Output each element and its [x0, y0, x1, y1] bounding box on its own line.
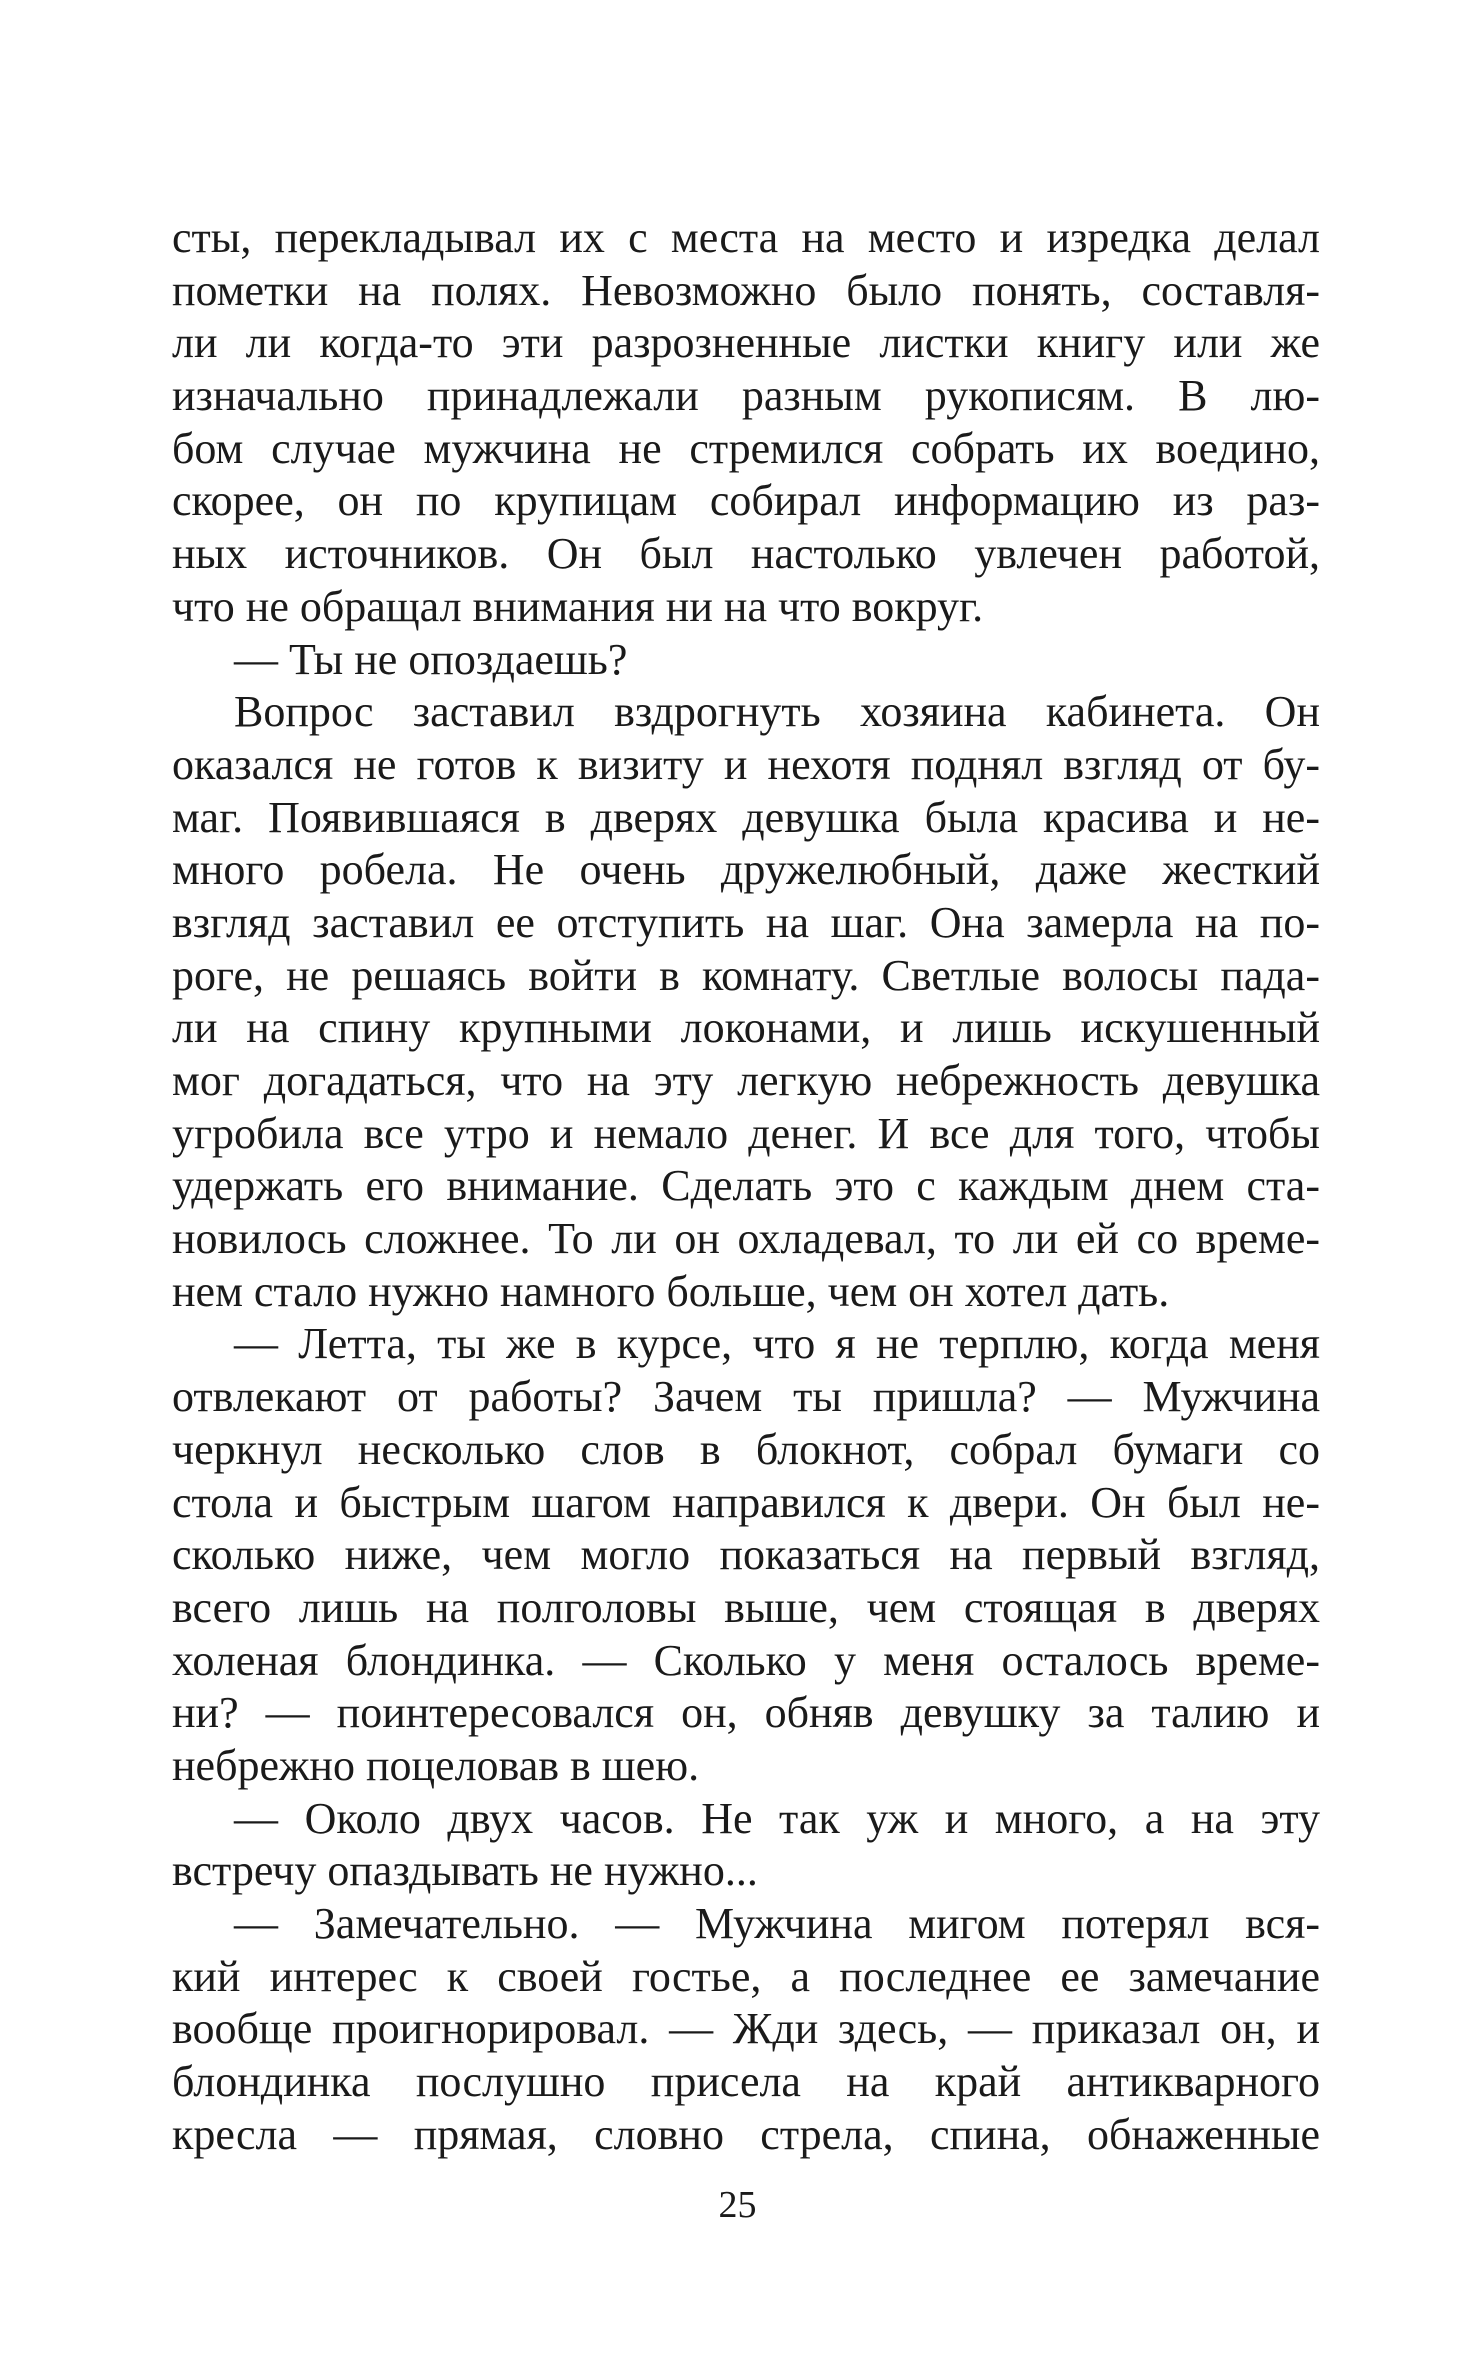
text-line: оказался не готов к визиту и нехотя поднял взгляд от бу-: [172, 739, 1320, 789]
text-line: ни? — поинтересовался он, обняв девушку за талию и: [172, 1688, 1320, 1738]
page-number: 25: [718, 2184, 757, 2226]
dialogue-line: — Летта, ты же в курсе, что я не терплю, когда меня: [234, 1319, 1320, 1369]
text-line: отвлекают от работы? Зачем ты пришла? — Мужчина: [172, 1372, 1320, 1422]
text-line: сколько ниже, чем могло показаться на первый взгляд,: [172, 1530, 1320, 1580]
text-line: кресла — прямая, словно стрела, спина, обнаженные: [172, 2109, 1320, 2159]
text-line: много робела. Не очень дружелюбный, даже жесткий: [172, 845, 1320, 895]
text-line: вообще проигнорировал. — Жди здесь, — приказал он, и: [172, 2004, 1320, 2054]
text-line: небрежно поцеловав в шею.: [172, 1740, 700, 1790]
text-line: бом случае мужчина не стремился собрать их воедино,: [172, 423, 1320, 473]
text-line: угробила все утро и немало денег. И все для того, чтобы: [172, 1108, 1320, 1158]
text-line: скорее, он по крупицам собирал информацию из раз-: [172, 476, 1320, 526]
text-line: маг. Появившаяся в дверях девушка была красива и не-: [172, 792, 1320, 842]
text-line: всего лишь на полголовы выше, чем стоящая в дверях: [172, 1582, 1320, 1632]
text-line: пометки на полях. Невозможно было понять, составля-: [172, 265, 1320, 315]
text-line: удержать его внимание. Сделать это с каждым днем ста-: [172, 1161, 1320, 1211]
text-line: взгляд заставил ее отступить на шаг. Она замерла на по-: [172, 897, 1320, 947]
body-text: [172, 212, 1320, 2161]
text-line: блондинка послушно присела на край антикварного: [172, 2057, 1320, 2107]
text-line: нем стало нужно намного больше, чем он хотел дать.: [172, 1266, 1170, 1316]
text-line: сты, перекладывал их с места на место и изредка делал: [172, 213, 1320, 262]
text-line: что не обращал внимания ни на что вокруг.: [172, 581, 984, 631]
text-line: ли ли когда-то эти разрозненные листки книгу или же: [172, 318, 1320, 368]
dialogue-line: — Ты не опоздаешь?: [234, 634, 628, 684]
text-line: холеная блондинка. — Сколько у меня осталось време-: [172, 1635, 1320, 1685]
dialogue-line: — Около двух часов. Не так уж и много, а на эту: [234, 1793, 1320, 1843]
text-line: ли на спину крупными локонами, и лишь искушенный: [172, 1003, 1320, 1053]
text-line: кий интерес к своей гостье, а последнее ее замечание: [172, 1951, 1320, 2001]
text-line: роге, не решаясь войти в комнату. Светлые волосы пада-: [172, 950, 1320, 1000]
text-line: изначально принадлежали разным рукописям. В лю-: [172, 371, 1320, 421]
text-line: черкнул несколько слов в блокнот, собрал бумаги со: [172, 1424, 1320, 1474]
paragraph-start: Вопрос заставил вздрогнуть хозяина кабинета. Он: [234, 687, 1320, 737]
text-line: встречу опаздывать не нужно...: [172, 1846, 758, 1896]
text-line: новилось сложнее. То ли он охладевал, то ли ей со време-: [172, 1214, 1320, 1264]
text-line: ных источников. Он был настолько увлечен работой,: [172, 529, 1320, 579]
text-line: мог догадаться, что на эту легкую небрежность девушка: [172, 1056, 1320, 1105]
text-line: стола и быстрым шагом направился к двери. Он был не-: [172, 1477, 1320, 1527]
dialogue-line: — Замечательно. — Мужчина мигом потерял вся-: [234, 1899, 1320, 1948]
